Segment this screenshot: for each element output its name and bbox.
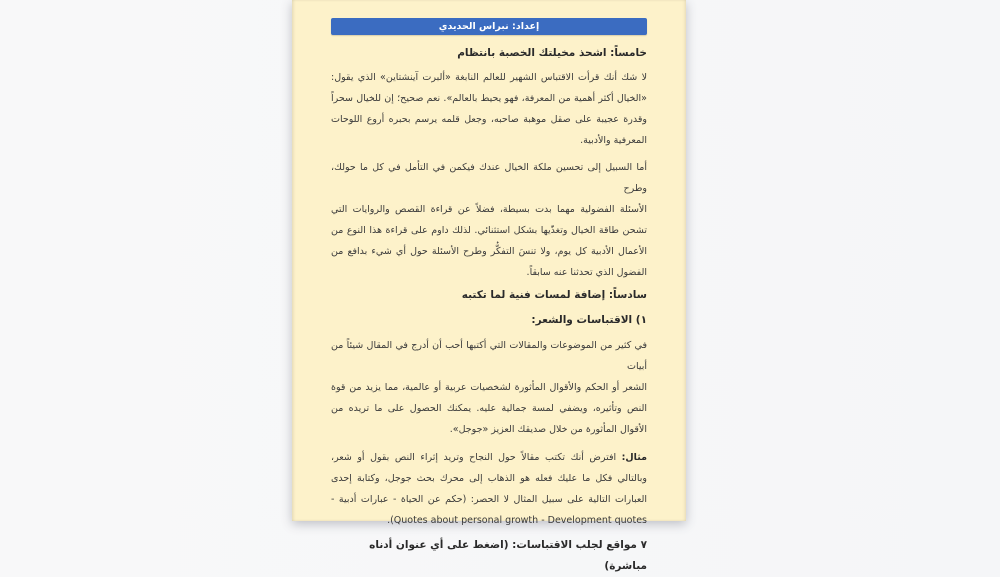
text-line: «الخيال أكثر أهمية من المعرفة، فهو يحيط بالعالم». نعم صحيح؛ إن للخيال سحراً <box>331 93 647 104</box>
author-banner-label: إعداد: نبراس الحديدي <box>438 21 540 32</box>
paragraph-example-google-search <box>331 447 647 531</box>
paragraph-einstein-quote <box>331 67 647 151</box>
text-line: النص وتأثيره، ويضفي لمسة جمالية عليه. يمكنك الحصول على ما تريده من <box>331 403 647 414</box>
text-line-english-quotes: Quotes about personal growth - Development quotes). <box>387 515 647 526</box>
text-line: الشعر أو الحكم والأقوال المأثورة لشخصيات عربية أو عالمية، مما يزيد من قوة <box>331 382 647 393</box>
heading-fifth-sharpen-imagination: خامساً: اشحذ مخيلتك الخصبة بانتظام <box>457 47 647 59</box>
text-line: الفضول الذي تحدثنا عنه سابقاً. <box>526 267 647 278</box>
text-line: لا شك أنك قرأت الاقتباس الشهير للعالم النابغة «ألبرت آينشتاين» الذي يقول: <box>331 72 647 83</box>
text-line: تشحن طاقة الخيال وتغذّيها بشكل استثنائي. لذلك داوم على قراءة هذا النوع من <box>331 225 647 236</box>
text-line: الأسئلة الفضولية مهما بدت بسيطة، فضلاً عن قراءة القصص والروايات التي <box>331 204 647 215</box>
text-line: المعرفية والأدبية. <box>580 135 647 146</box>
text-line-continue: افترض أنك تكتب مقالاً حول النجاح وتريد إثراء النص بقول أو شعر، <box>331 452 622 463</box>
author-banner <box>331 18 647 35</box>
text-line: وقدرة عجيبة على صقل موهبة صاحبه، وجعل قلمه يرسم بحبره أروع اللوحات <box>331 114 647 125</box>
heading-sixth-artistic-touches: سادساً: إضافة لمسات فنية لما تكتبه <box>461 289 647 301</box>
text-line: وبالتالي فكل ما عليك فعله هو الذهاب إلى محرك بحث جوجل، وكتابة إحدى <box>331 473 647 484</box>
text-line: في كثير من الموضوعات والمقالات التي أكتبها أحب أن أدرج في المقال شيئاً من أبيات <box>331 340 647 372</box>
text-line: أما السبيل إلى تحسين ملكة الخيال عندك فيكمن في التأمل في كل ما حولك، وطرح <box>331 162 647 194</box>
paragraph-using-quotes <box>331 335 647 440</box>
text-line <box>331 447 647 468</box>
heading-seven-quote-sites: ٧ مواقع لجلب الاقتباسات: (اضغط على أي عنوان أدناه مباشرة) <box>369 539 647 572</box>
text-line: العبارات التالية على سبيل المثال لا الحصر: (حكم عن الحياة - عبارات أدبية - <box>331 494 647 505</box>
page-content <box>292 0 686 577</box>
text-line: الأقوال المأثورة من خلال صديقك العزيز «جوجل». <box>449 424 647 435</box>
subheading-quotes-and-poetry: ١) الاقتباسات والشعر: <box>531 314 647 326</box>
paragraph-improving-imagination <box>331 157 647 283</box>
document-page <box>292 0 686 572</box>
text-line: الأعمال الأدبية كل يوم، ولا تنسَ التفكُّر وطرح الأسئلة حول أي شيء بدافع من <box>331 246 647 257</box>
example-label: مثال: <box>621 452 647 463</box>
